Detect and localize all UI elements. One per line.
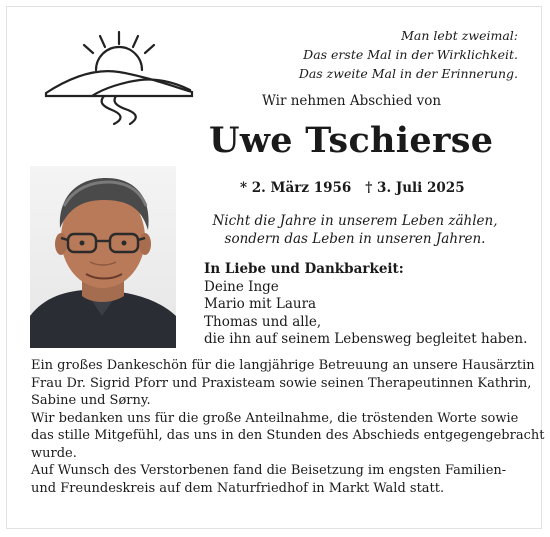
motto [299, 26, 518, 83]
body-line: wurde. [31, 445, 77, 461]
motto-line: Man lebt zweimal: [401, 28, 518, 43]
body-line: und Freundeskreis auf dem Naturfriedhof in Markt Wald statt. [31, 480, 445, 496]
quote-line: sondern das Leben in unseren Jahren. [224, 231, 486, 247]
mourners [204, 261, 527, 349]
death-date: † 3. Juli 2025 [365, 180, 465, 196]
motto-line: Das erste Mal in der Wirklichkeit. [303, 47, 518, 62]
quote-line: Nicht die Jahre in unserem Leben zählen, [212, 213, 498, 229]
body-line: Auf Wunsch des Verstorbenen fand die Beisetzung im engsten Familien- [31, 463, 507, 478]
intro-text: Wir nehmen Abschied von [262, 93, 442, 109]
motto-line: Das zweite Mal in der Erinnerung. [298, 66, 518, 81]
portrait-photo [30, 166, 176, 348]
birth-date: * 2. März 1956 [240, 180, 352, 196]
body-line: Ein großes Dankeschön für die langjährige Betreuung an unsere Hausärztin [31, 358, 535, 373]
mourner-line: die ihn auf seinem Lebensweg begleitet haben. [204, 331, 528, 347]
body-line: Wir bedanken uns für die große Anteilnahme, die tröstenden Worte sowie [31, 410, 519, 426]
quote [205, 212, 505, 248]
body-line: Sabine und Sørny. [31, 393, 151, 408]
deceased-name: Uwe Tschierse [209, 120, 494, 161]
thanks-text [31, 357, 544, 497]
mourner-line: Mario mit Laura [204, 296, 317, 312]
mourner-line: Deine Inge [204, 278, 279, 295]
sunrise-hills-icon [44, 30, 194, 125]
life-dates [240, 180, 465, 196]
mourner-line: Thomas und alle, [204, 313, 322, 330]
body-line: Frau Dr. Sigrid Pforr und Praxisteam sowie seinen Therapeutinnen Kathrin, [31, 375, 532, 391]
mourners-heading: In Liebe und Dankbarkeit: [204, 261, 404, 277]
body-line: das stille Mitgefühl, das uns in den Stunden des Abschieds entgegengebracht [31, 428, 545, 443]
